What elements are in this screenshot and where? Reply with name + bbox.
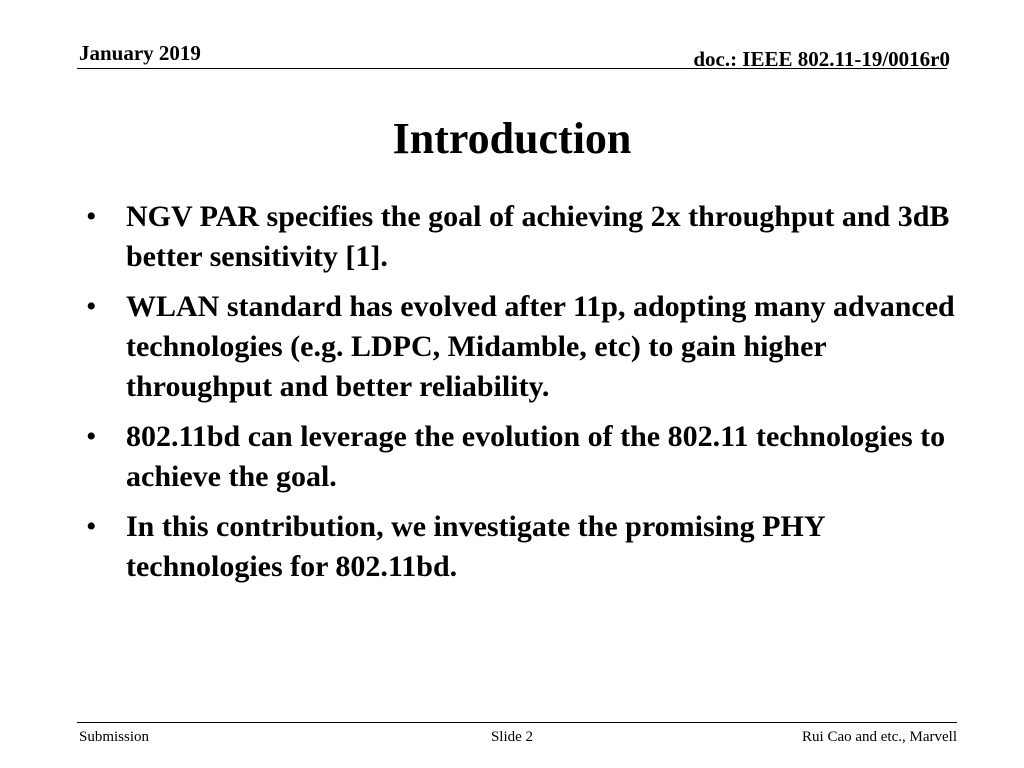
header-doc-id: doc.: IEEE 802.11-19/0016r0 — [693, 47, 950, 71]
bullet-text: NGV PAR specifies the goal of achieving 2x throughput and 3dB better sensitivity [1]. — [126, 200, 950, 273]
footer-slide-number: Slide 2 — [490, 729, 534, 745]
bullet-dot: • — [86, 420, 97, 453]
bullet-dot: • — [86, 290, 97, 323]
bullet-item — [86, 417, 966, 497]
bullet-dot: • — [86, 200, 97, 233]
footer-submission: Submission — [79, 729, 150, 745]
bullet-item — [86, 507, 966, 587]
bullet-text: 802.11bd can leverage the evolution of the 802.11 technologies to achieve the goal. — [126, 420, 946, 493]
footer-author: Rui Cao and etc., Marvell — [802, 729, 957, 745]
bullet-item — [86, 287, 966, 407]
header-rule — [77, 68, 947, 69]
footer-rule — [77, 722, 957, 723]
bullet-item — [86, 197, 966, 277]
header-date: January 2019 — [79, 41, 201, 65]
bullet-dot: • — [86, 510, 97, 543]
bullet-text: In this contribution, we investigate the promising PHY technologies for 802.11bd. — [126, 510, 825, 583]
bullet-list — [86, 197, 966, 597]
bullet-text: WLAN standard has evolved after 11p, adopting many advanced technologies (e.g. LDPC, Midamble, etc) to gain higher throughput and better reliability. — [126, 290, 955, 403]
slide-title: Introduction — [392, 114, 632, 163]
